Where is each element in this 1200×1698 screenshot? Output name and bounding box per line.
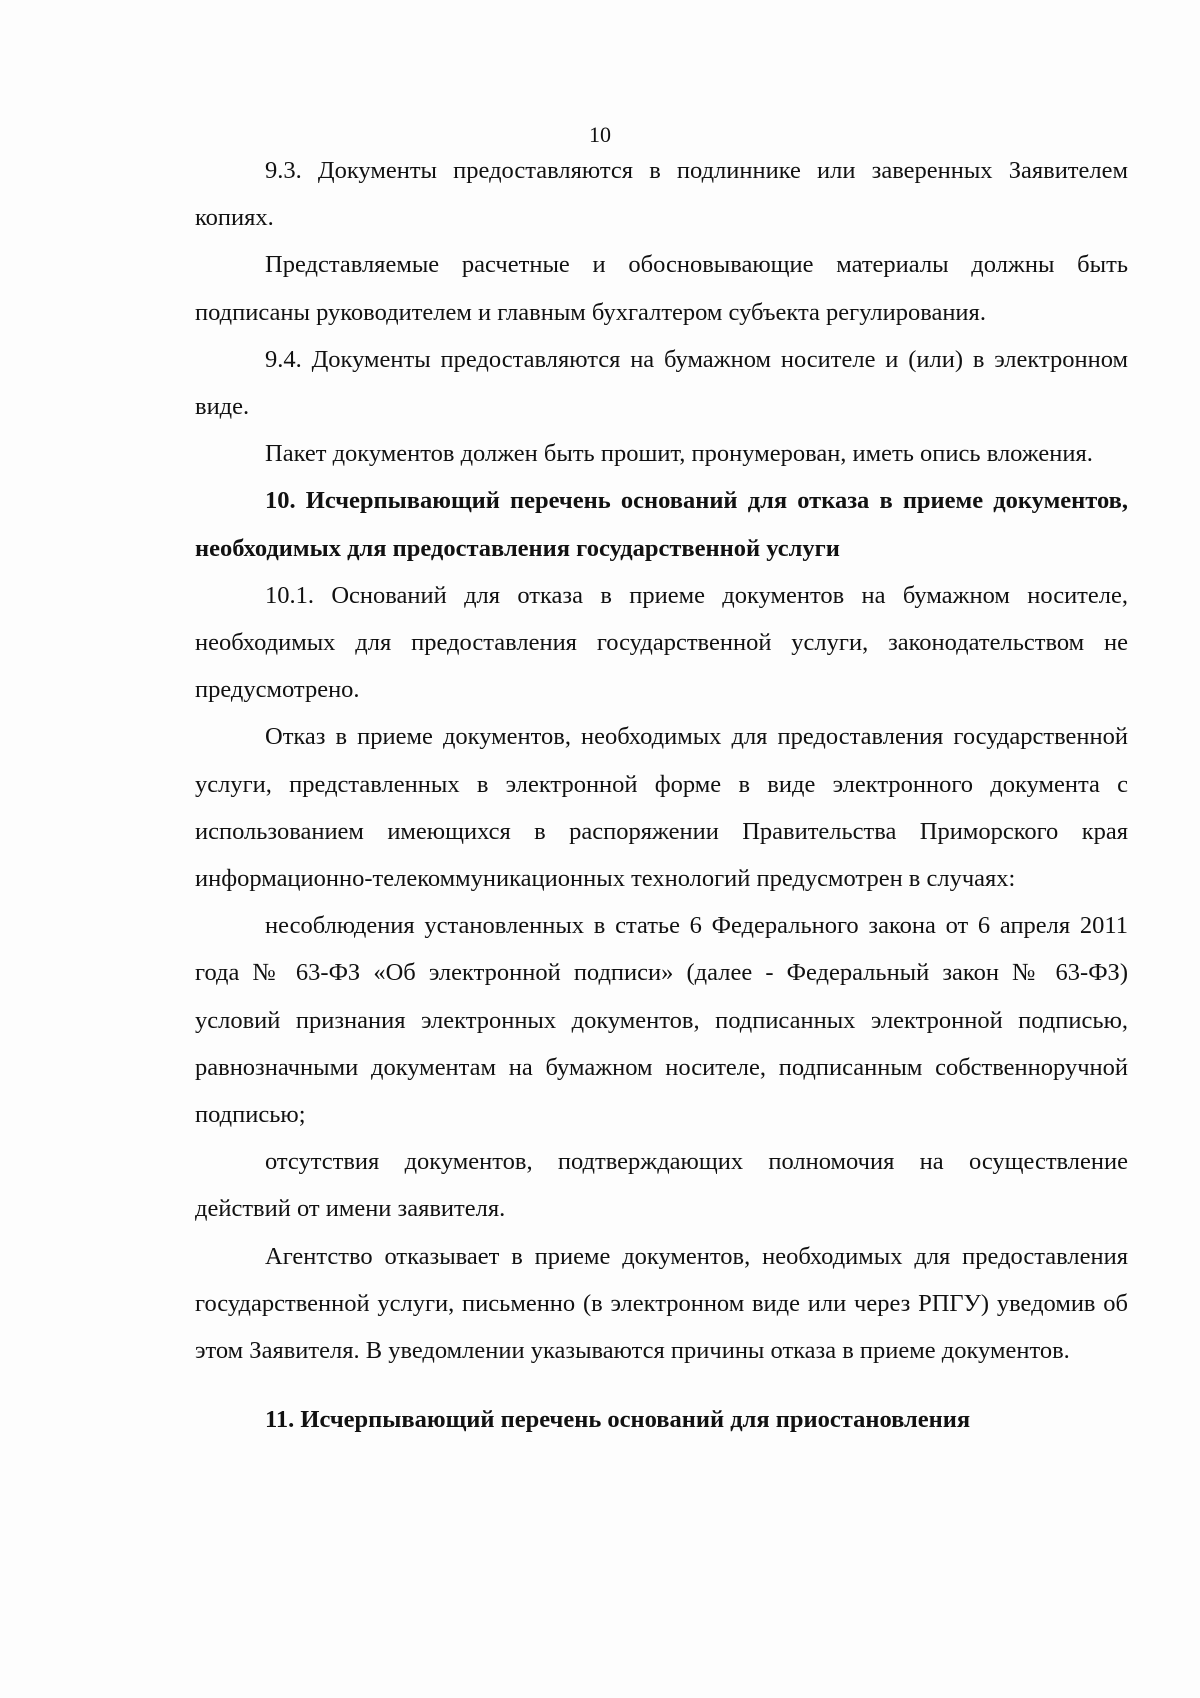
paragraph-package: Пакет документов должен быть прошит, пронумерован, иметь опись вложения. bbox=[265, 440, 1093, 468]
paragraph-materials: Представляемые расчетные и обосновывающие материалы должны быть подписаны руководителем и главным бухгалтером субъекта регулирования. bbox=[195, 251, 1128, 326]
paragraph-agency: Агентство отказывает в приеме документов, необходимых для предоставления государственной услуги, письменно (в электронном виде или через РПГУ) уведомив об этом Заявителя. В уведомлении указываются причины отказа в приеме документов. bbox=[195, 1242, 1128, 1365]
paragraph-non-compliance: несоблюдения установленных в статье 6 Федерального закона от 6 апреля 2011 года № 63-ФЗ «Об электронной подписи» (далее - Федеральный закон № 63-ФЗ) условий признания электронных документов, подписанных электронной подписью, равнозначными документам на бумажном носителе, подписанным собственноручной подписью; bbox=[195, 912, 1128, 1129]
section-heading-10: 10. Исчерпывающий перечень оснований для отказа в приеме документов, необходимых для предоставления государственной услуги bbox=[195, 487, 1128, 562]
paragraph-absence: отсутствия документов, подтверждающих полномочия на осуществление действий от имени заявителя. bbox=[195, 1148, 1128, 1223]
paragraph-refusal-electronic: Отказ в приеме документов, необходимых для предоставления государственной услуги, представленных в электронной форме в виде электронного документа с использованием имеющихся в распоряжении Правительства Приморского края информационно-телекоммуникационных технологий предусмотрен в случаях: bbox=[195, 723, 1128, 893]
paragraph-9-3: 9.3. Документы предоставляются в подлиннике или заверенных Заявителем копиях. bbox=[195, 157, 1128, 232]
page-number: 10 bbox=[589, 122, 611, 147]
document-body bbox=[195, 147, 1128, 1443]
section-heading-11: 11. Исчерпывающий перечень оснований для приостановления bbox=[265, 1406, 971, 1434]
paragraph-10-1: 10.1. Оснований для отказа в приеме документов на бумажном носителе, необходимых для предоставления государственной услуги, законодательством не предусмотрено. bbox=[195, 581, 1128, 704]
paragraph-9-4: 9.4. Документы предоставляются на бумажном носителе и (или) в электронном виде. bbox=[195, 345, 1128, 421]
